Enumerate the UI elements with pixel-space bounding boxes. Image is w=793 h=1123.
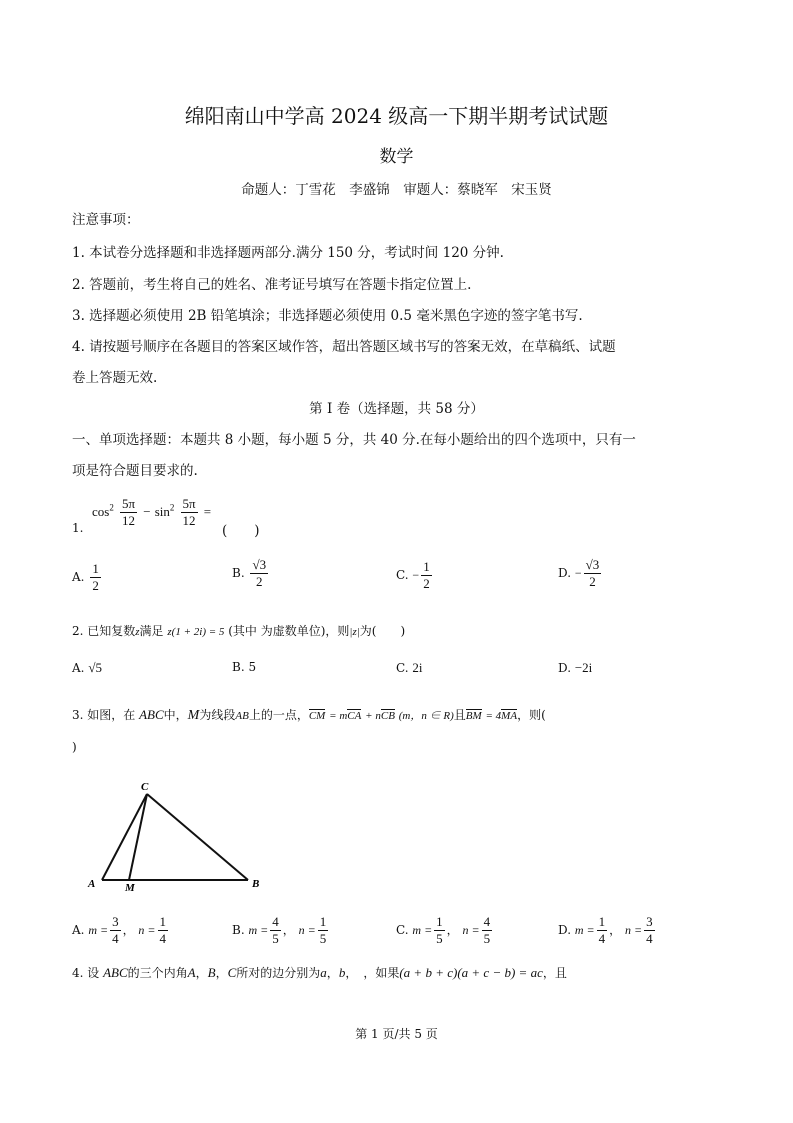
notes-heading: 注意事项：	[72, 212, 140, 228]
note-item-2: 2. 答题前，考生将自己的姓名、准考证号填写在答题卡指定位置上.	[72, 277, 472, 293]
q1-number: 1.	[72, 521, 84, 535]
q1-option-b: B. $\frac{√3}{2}$	[232, 557, 267, 589]
note-item-1: 1. 本试卷分选择题和非选择题两部分.满分 150 分，考试时间 120 分钟.	[72, 245, 504, 261]
q1-option-a: A. $\frac{1}{2}$	[72, 561, 99, 593]
q1-sup: 2	[169, 502, 175, 513]
page-footer: 第 1 页/共 5 页	[355, 1027, 438, 1041]
triangle-side-ca	[102, 794, 147, 880]
triangle-figure	[84, 778, 274, 894]
q2-option-c: C. 2i	[396, 660, 423, 675]
q1-answer-paren: ( )	[222, 523, 260, 539]
q1-minus: −	[143, 504, 151, 519]
q2-option-b: B. 5	[232, 660, 257, 674]
triangle-side-cb	[147, 794, 248, 880]
q3-stem: 3. 如图，在 ABC中，M为线段AB上的一点，CM = mCA + nCB (m，n ∈ R)且BM = 4MA，则(	[72, 707, 546, 723]
q2-option-d: D. −2i	[558, 660, 593, 675]
q1-option-d: D. − $\frac{√3}{2}$	[558, 557, 600, 589]
note-item-4-continued: 卷上答题无效.	[72, 370, 158, 386]
section-instruction-1: 一、单项选择题：本题共 8 小题，每小题 5 分，共 40 分.在每小题给出的四个选项中，只有一	[72, 432, 636, 448]
q2-stem: 2. 已知复数z满足 z(1 + 2i) = 5 (其中 为虚数单位)，则|z|为( )	[72, 624, 406, 638]
q1-cos: cos	[92, 504, 110, 519]
subject-title: 数学	[379, 147, 414, 167]
authors-line: 命题人：丁雪花 李盛锦 审题人：蔡晓军 宋玉贤	[241, 182, 552, 198]
vertex-label-m: M	[125, 882, 135, 894]
vertex-label-b: B	[252, 878, 260, 890]
note-item-4: 4. 请按题号顺序在各题目的答案区域作答，超出答题区域书写的答案无效，在草稿纸、试题	[72, 339, 616, 355]
page-title: 绵阳南山中学高 2024 级高一下期半期考试试题	[184, 104, 609, 128]
q4-stem: 4. 设 ABC的三个内角A，B，C所对的边分别为a，b， ，如果(a + b + c)(a + c − b) = ac，且	[72, 965, 567, 980]
q1-sup: 2	[109, 502, 114, 513]
section-instruction-2: 项是符合题目要求的.	[72, 463, 198, 479]
q1-sin: sin	[154, 504, 170, 519]
q3-option-a: A. m = $\frac{3}{4}$ ， n = $\frac{1}{4}$	[72, 914, 167, 946]
q3-option-c: C. m = $\frac{1}{5}$ ， n = $\frac{4}{5}$	[396, 914, 491, 946]
q1-option-c: C. − $\frac{1}{2}$	[396, 559, 430, 591]
vertex-label-a: A	[88, 878, 96, 890]
section-heading: 第 I 卷（选择题，共 58 分）	[309, 401, 484, 417]
triangle-segment-cm	[129, 794, 147, 880]
q2-option-a: A. √5	[72, 660, 102, 675]
q3-option-b: B. m = $\frac{4}{5}$ ， n = $\frac{1}{5}$	[232, 914, 327, 946]
q3-option-d: D. m = $\frac{1}{4}$ ， n = $\frac{3}{4}$	[558, 914, 653, 946]
q1-frac-1: $\frac{5\pi}{12}$	[121, 496, 136, 528]
vertex-label-c: C	[141, 781, 149, 793]
q1-eq: =	[203, 504, 212, 519]
q1-frac-2: $\frac{5\pi}{12}$	[182, 496, 196, 528]
note-item-3: 3. 选择题必须使用 2B 铅笔填涂；非选择题必须使用 0.5 毫米黑色字迹的签字笔书写.	[72, 308, 583, 324]
q3-close-paren: )	[72, 740, 77, 754]
q1-expression	[92, 496, 211, 529]
